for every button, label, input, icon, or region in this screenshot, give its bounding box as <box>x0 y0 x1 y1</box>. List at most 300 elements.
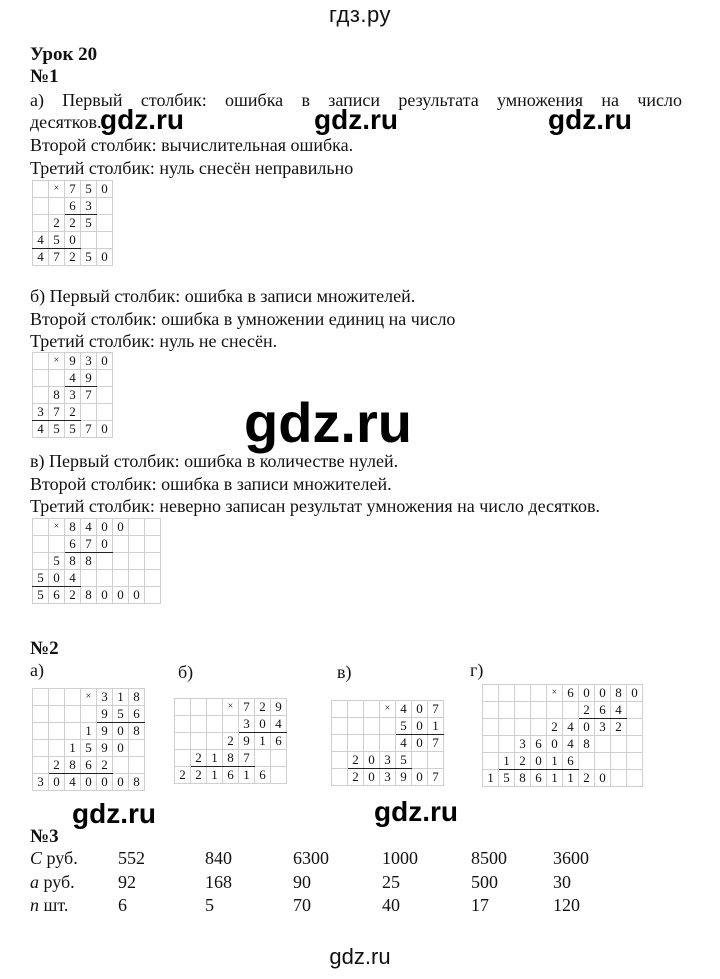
grid-cell: 4 <box>33 232 49 249</box>
watermark: gdz.ru <box>72 798 156 829</box>
grid-cell: 6 <box>65 198 81 215</box>
multiply-sign: × <box>380 701 396 718</box>
grid-cell: 3 <box>595 719 611 736</box>
grid-cell: 8 <box>65 553 81 570</box>
grid-cell: 3 <box>380 769 396 786</box>
task2d-label: г) <box>470 660 484 680</box>
grid-cell: 0 <box>129 587 145 604</box>
grid-cell: 5 <box>49 553 65 570</box>
task3-cell: 120 <box>553 895 580 915</box>
grid-cell: 7 <box>49 249 65 266</box>
grid-cell: 1 <box>207 750 223 767</box>
task3-cell: 552 <box>118 848 145 868</box>
grid-row <box>33 706 145 723</box>
grid-cell: 5 <box>499 770 515 787</box>
grid-cell <box>97 232 113 249</box>
grid-cell: 4 <box>563 719 579 736</box>
grid-cell: 8 <box>579 736 595 753</box>
grid-cell: 2 <box>223 733 239 750</box>
grid-cell <box>33 370 49 387</box>
grid-cell: 9 <box>97 740 113 757</box>
grid-cell: 0 <box>412 718 428 735</box>
grid-cell <box>33 519 49 536</box>
task3-cell: 500 <box>471 872 498 892</box>
grid-cell: 9 <box>81 370 97 387</box>
grid-cell <box>332 735 348 752</box>
grid-cell <box>380 735 396 752</box>
site-footer[interactable]: gdz.ru <box>329 944 391 969</box>
grid-cell <box>145 519 161 536</box>
grid-cell: 4 <box>396 735 412 752</box>
grid-cell <box>113 757 129 774</box>
grid-cell: 6 <box>271 733 287 750</box>
grid-cell: 2 <box>65 587 81 604</box>
grid-cell <box>81 570 97 587</box>
task1c-column-multiplication <box>32 518 161 604</box>
multiply-sign: × <box>49 519 65 536</box>
grid-cell <box>191 716 207 733</box>
multiply-sign: × <box>547 685 563 702</box>
grid-cell <box>499 702 515 719</box>
grid-cell <box>81 706 97 723</box>
grid-cell: 2 <box>175 767 191 784</box>
grid-cell: 5 <box>396 752 412 769</box>
task1a-line1: а) Первый столбик: ошибка в записи результата умножения на число <box>30 90 682 110</box>
grid-cell: 2 <box>611 719 627 736</box>
grid-cell <box>97 404 113 421</box>
grid-cell: 9 <box>271 699 287 716</box>
grid-cell: 3 <box>33 774 49 791</box>
grid-cell <box>364 701 380 718</box>
task1c-line3: Третий столбик: неверно записан результат умножения на число десятков. <box>30 496 600 516</box>
task3-cell: 6300 <box>293 848 329 868</box>
grid-cell <box>65 689 81 706</box>
grid-cell: 8 <box>49 387 65 404</box>
task3-cell: 168 <box>205 872 232 892</box>
grid-cell: 5 <box>33 570 49 587</box>
grid-cell: 8 <box>129 723 145 740</box>
grid-cell <box>207 716 223 733</box>
grid-cell: 1 <box>207 767 223 784</box>
grid-cell <box>129 519 145 536</box>
grid-cell <box>223 716 239 733</box>
grid-row <box>483 736 643 753</box>
grid-row <box>33 198 113 215</box>
grid-cell: 8 <box>81 553 97 570</box>
grid-cell: 2 <box>579 702 595 719</box>
grid-cell <box>175 750 191 767</box>
multiply-sign: × <box>223 699 239 716</box>
grid-cell <box>145 553 161 570</box>
task1b-column-multiplication <box>32 352 113 438</box>
task3-cell: 1000 <box>382 848 418 868</box>
grid-row <box>33 519 161 536</box>
grid-cell: 5 <box>49 232 65 249</box>
grid-row <box>483 685 643 702</box>
grid-cell: 4 <box>563 736 579 753</box>
grid-cell: 7 <box>428 769 444 786</box>
task2b-column-multiplication <box>174 698 287 784</box>
grid-cell: 0 <box>97 353 113 370</box>
grid-cell: 3 <box>33 404 49 421</box>
grid-cell: 0 <box>579 719 595 736</box>
grid-row <box>483 753 643 770</box>
grid-row <box>332 752 444 769</box>
grid-cell <box>65 706 81 723</box>
grid-cell: 6 <box>531 770 547 787</box>
task3-cell: 17 <box>471 895 489 915</box>
grid-cell: 8 <box>129 774 145 791</box>
grid-cell: 1 <box>547 753 563 770</box>
task1b-line3: Третий столбик: нуль не снесён. <box>30 331 278 351</box>
grid-cell: 0 <box>531 753 547 770</box>
grid-cell: 7 <box>49 404 65 421</box>
grid-cell: 1 <box>483 770 499 787</box>
task2d-column-multiplication <box>482 684 643 787</box>
grid-cell: 8 <box>515 770 531 787</box>
grid-cell: 5 <box>81 181 97 198</box>
grid-cell: 5 <box>81 740 97 757</box>
grid-cell <box>65 723 81 740</box>
grid-cell <box>129 757 145 774</box>
grid-cell: 0 <box>113 774 129 791</box>
grid-cell: 4 <box>81 519 97 536</box>
task2a-column-multiplication <box>32 688 145 791</box>
grid-cell <box>332 718 348 735</box>
grid-cell: 4 <box>396 701 412 718</box>
task3-cell: 5 <box>205 895 214 915</box>
grid-cell <box>129 570 145 587</box>
grid-cell: 7 <box>81 536 97 553</box>
grid-cell <box>33 723 49 740</box>
grid-cell <box>175 699 191 716</box>
grid-cell: 3 <box>239 716 255 733</box>
task3-cell: 40 <box>382 895 400 915</box>
grid-cell: 5 <box>113 706 129 723</box>
grid-cell <box>380 718 396 735</box>
grid-cell: 2 <box>579 770 595 787</box>
grid-cell: 6 <box>595 702 611 719</box>
grid-cell <box>81 404 97 421</box>
grid-cell: 0 <box>595 770 611 787</box>
task1a-line2: Второй столбик: вычислительная ошибка. <box>30 135 354 155</box>
grid-cell: 6 <box>563 753 579 770</box>
grid-row <box>33 370 113 387</box>
task1b-line1: б) Первый столбик: ошибка в записи множителей. <box>30 286 416 306</box>
grid-cell: 6 <box>65 536 81 553</box>
grid-cell <box>145 570 161 587</box>
task3-cell: 90 <box>293 872 311 892</box>
grid-cell: 8 <box>65 519 81 536</box>
grid-cell <box>81 232 97 249</box>
grid-cell <box>129 740 145 757</box>
task3-row-label: С руб. <box>30 848 78 868</box>
grid-cell: 5 <box>49 421 65 438</box>
grid-row <box>33 181 113 198</box>
grid-cell: 0 <box>113 723 129 740</box>
grid-cell: 0 <box>97 774 113 791</box>
grid-row <box>33 421 113 438</box>
grid-row <box>33 757 145 774</box>
grid-row <box>33 215 113 232</box>
grid-cell <box>33 181 49 198</box>
task3-cell: 70 <box>293 895 311 915</box>
grid-cell <box>33 198 49 215</box>
task3-cell: 8500 <box>471 848 507 868</box>
grid-row <box>175 733 287 750</box>
grid-row <box>33 740 145 757</box>
task3-row-label: n шт. <box>30 895 69 915</box>
grid-cell <box>113 553 129 570</box>
grid-cell <box>348 701 364 718</box>
multiply-sign: × <box>49 181 65 198</box>
task1-label: №1 <box>30 66 59 87</box>
grid-cell: 6 <box>49 587 65 604</box>
grid-cell: 0 <box>595 685 611 702</box>
task3-cell: 92 <box>118 872 136 892</box>
grid-cell <box>129 553 145 570</box>
grid-cell <box>33 689 49 706</box>
grid-cell <box>332 701 348 718</box>
grid-cell: 0 <box>97 249 113 266</box>
grid-cell: 2 <box>97 757 113 774</box>
grid-cell: 4 <box>65 774 81 791</box>
grid-cell: 0 <box>97 421 113 438</box>
grid-cell <box>499 685 515 702</box>
grid-cell <box>113 536 129 553</box>
grid-cell <box>33 740 49 757</box>
lesson-title: Урок 20 <box>30 44 98 65</box>
grid-cell <box>547 702 563 719</box>
grid-cell: 9 <box>396 769 412 786</box>
watermark: gdz.ru <box>548 104 632 135</box>
grid-cell <box>515 685 531 702</box>
grid-cell <box>145 587 161 604</box>
grid-cell <box>129 536 145 553</box>
grid-cell <box>33 387 49 404</box>
grid-row <box>332 735 444 752</box>
grid-cell: 0 <box>113 740 129 757</box>
grid-cell: 0 <box>97 181 113 198</box>
grid-cell: 1 <box>428 718 444 735</box>
grid-cell: 0 <box>627 685 643 702</box>
grid-cell <box>611 753 627 770</box>
grid-cell: 1 <box>499 753 515 770</box>
grid-cell: 2 <box>348 769 364 786</box>
grid-cell: 1 <box>255 733 271 750</box>
grid-cell: 0 <box>97 536 113 553</box>
grid-cell: 8 <box>611 685 627 702</box>
grid-cell: 4 <box>65 570 81 587</box>
grid-cell <box>332 769 348 786</box>
grid-cell <box>33 215 49 232</box>
watermark: gdz.ru <box>100 104 184 135</box>
grid-cell <box>579 753 595 770</box>
grid-cell: 6 <box>81 757 97 774</box>
grid-cell: 0 <box>579 685 595 702</box>
grid-row <box>33 353 113 370</box>
task1a-line1b: десятков. <box>30 112 102 132</box>
grid-cell: 0 <box>364 769 380 786</box>
grid-cell: 9 <box>65 353 81 370</box>
grid-cell <box>627 719 643 736</box>
grid-cell <box>364 735 380 752</box>
grid-cell: 0 <box>255 716 271 733</box>
grid-row <box>175 750 287 767</box>
grid-cell: 2 <box>191 767 207 784</box>
grid-row <box>33 689 145 706</box>
grid-cell <box>627 736 643 753</box>
grid-cell: 9 <box>97 723 113 740</box>
grid-cell: 3 <box>97 689 113 706</box>
grid-row <box>33 723 145 740</box>
grid-row <box>175 699 287 716</box>
grid-cell: 7 <box>239 750 255 767</box>
grid-cell <box>113 570 129 587</box>
grid-cell <box>364 718 380 735</box>
grid-row <box>33 553 161 570</box>
grid-cell <box>207 733 223 750</box>
grid-cell <box>611 736 627 753</box>
site-header[interactable]: гдз.ру <box>328 2 392 27</box>
grid-cell: 0 <box>97 587 113 604</box>
grid-cell: 8 <box>65 757 81 774</box>
grid-cell: 7 <box>81 387 97 404</box>
grid-cell: 3 <box>81 353 97 370</box>
grid-cell: 1 <box>65 740 81 757</box>
task2c-label: в) <box>337 662 352 682</box>
grid-cell: 7 <box>81 421 97 438</box>
grid-cell: 2 <box>49 757 65 774</box>
grid-cell: 5 <box>396 718 412 735</box>
grid-cell <box>348 735 364 752</box>
grid-cell: 0 <box>412 769 428 786</box>
grid-cell <box>191 699 207 716</box>
grid-row <box>33 536 161 553</box>
grid-cell <box>483 736 499 753</box>
grid-cell: 4 <box>611 702 627 719</box>
multiply-sign: × <box>81 689 97 706</box>
grid-cell <box>483 685 499 702</box>
grid-cell <box>175 716 191 733</box>
grid-cell <box>483 719 499 736</box>
grid-cell <box>483 702 499 719</box>
grid-cell <box>627 753 643 770</box>
grid-row <box>175 716 287 733</box>
grid-cell <box>49 198 65 215</box>
grid-cell: 4 <box>33 421 49 438</box>
grid-row <box>175 767 287 784</box>
watermark: gdz.ru <box>374 796 458 827</box>
grid-cell <box>49 723 65 740</box>
grid-cell: 3 <box>515 736 531 753</box>
grid-cell: 1 <box>81 723 97 740</box>
grid-cell <box>97 370 113 387</box>
grid-cell <box>428 752 444 769</box>
task1a-column-multiplication <box>32 180 113 266</box>
grid-row <box>483 719 643 736</box>
grid-cell <box>271 750 287 767</box>
grid-cell: 2 <box>348 752 364 769</box>
task2a-label: а) <box>30 660 44 680</box>
grid-row <box>33 387 113 404</box>
task1a-line3: Третий столбик: нуль снесён неправильно <box>30 158 354 178</box>
grid-cell: 2 <box>49 215 65 232</box>
grid-cell: 8 <box>81 587 97 604</box>
grid-cell: 6 <box>531 736 547 753</box>
grid-cell: 0 <box>49 570 65 587</box>
grid-cell: 4 <box>33 249 49 266</box>
grid-cell <box>49 689 65 706</box>
grid-row <box>33 570 161 587</box>
grid-cell: 8 <box>129 689 145 706</box>
grid-cell: 6 <box>563 685 579 702</box>
grid-cell: 9 <box>239 733 255 750</box>
grid-cell: 4 <box>271 716 287 733</box>
grid-cell: 0 <box>81 774 97 791</box>
grid-cell: 3 <box>65 387 81 404</box>
grid-cell <box>531 702 547 719</box>
task1c-line2: Второй столбик: ошибка в записи множителей. <box>30 474 392 494</box>
task2-label: №2 <box>30 638 59 659</box>
grid-cell <box>49 536 65 553</box>
grid-cell: 3 <box>81 198 97 215</box>
grid-cell: 0 <box>97 519 113 536</box>
grid-cell <box>531 719 547 736</box>
grid-row <box>33 232 113 249</box>
task3-cell: 3600 <box>553 848 589 868</box>
grid-cell: 7 <box>428 701 444 718</box>
grid-cell <box>595 753 611 770</box>
grid-cell: 2 <box>515 753 531 770</box>
grid-cell: 1 <box>563 770 579 787</box>
task3-cell: 25 <box>382 872 400 892</box>
grid-row <box>332 701 444 718</box>
grid-cell <box>33 553 49 570</box>
grid-cell <box>49 706 65 723</box>
grid-cell: 7 <box>428 735 444 752</box>
grid-row <box>483 770 643 787</box>
grid-cell <box>33 757 49 774</box>
grid-cell: 2 <box>547 719 563 736</box>
task2b-label: б) <box>178 662 194 682</box>
grid-row <box>33 774 145 791</box>
grid-cell <box>33 353 49 370</box>
task3-row-label: а руб. <box>30 872 75 892</box>
grid-cell: 2 <box>65 404 81 421</box>
grid-cell: 2 <box>255 699 271 716</box>
grid-cell <box>97 387 113 404</box>
grid-cell <box>563 702 579 719</box>
grid-cell: 0 <box>412 701 428 718</box>
grid-cell <box>412 752 428 769</box>
grid-cell: 6 <box>255 767 271 784</box>
task3-cell: 840 <box>205 848 232 868</box>
grid-cell: 6 <box>129 706 145 723</box>
watermark: gdz.ru <box>314 104 398 135</box>
grid-cell <box>33 706 49 723</box>
grid-row <box>33 404 113 421</box>
grid-cell: 5 <box>81 249 97 266</box>
grid-cell <box>97 198 113 215</box>
grid-row <box>33 249 113 266</box>
grid-cell: 2 <box>65 215 81 232</box>
task3-label: №3 <box>30 826 59 847</box>
task2c-column-multiplication <box>331 700 444 786</box>
grid-cell: 7 <box>65 181 81 198</box>
task3-cell: 30 <box>553 872 571 892</box>
grid-row <box>33 587 161 604</box>
